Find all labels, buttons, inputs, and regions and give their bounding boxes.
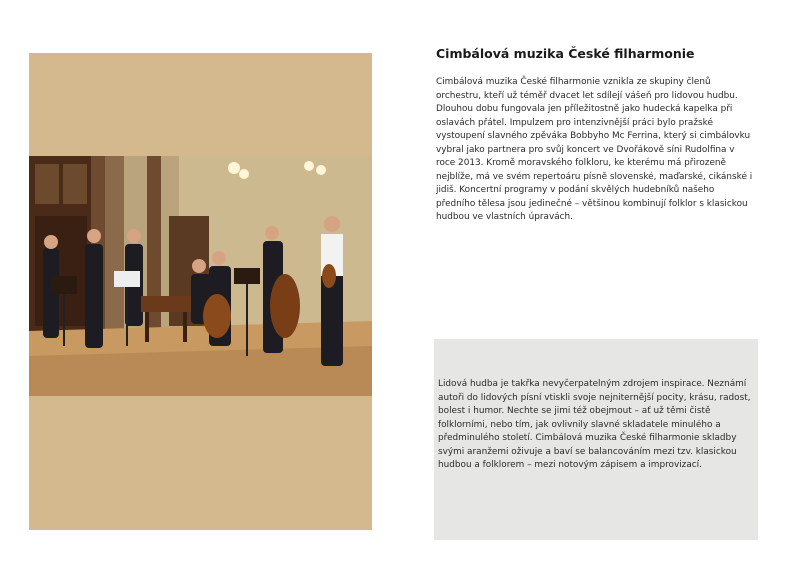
ensemble-photo-illustration (29, 156, 372, 396)
intro-paragraph: Cimbálová muzika České filharmonie vznikla ze skupiny členů orchestru, kteří už téměř dvacet let sdílejí vášeň pro lidovou hudbu. Dlouhou dobu fungovala jen příležitostně jako hudecká kapelka při oslavách přátel. Impulzem pro intenzivnější práci bylo pražské vystoupení slavného zpěváka Bobbyho Mc Ferrina, který si cimbálovku vybral jako partnera pro svůj koncert ve Dvořákově síni Rudolfina v roce 2013. Kromě moravského folkloru, ke kterému má přirozeně nejblíže, má ve svém repertoáru písně slovenské, maďarské, cikánské i jidiš. Koncertní programy v podání skvělých hudebníků našeho předního tělesa jsou jedinečné – většinou kombinují folklor s klasickou hudbou ve vlastních úpravách. (436, 77, 753, 222)
article-title: Cimbálová muzika České filharmonie (436, 46, 695, 61)
secondary-paragraph: Lidová hudba je takřka nevyčerpatelným zdrojem inspirace. Neznámí autoři do lidových písní vtiskli svoje nejniternější pocity, krásu, radost, bolest i humor. Nechte se jimi též obejmout – ať už těmi čistě folklorními, nebo tím, jak ovlivnily slavné skladatele minulého a předminulého století. Cimbálová muzika České filharmonie skladby svými aranžemi oživuje a baví se balancováním mezi tzv. klasickou hudbou a folklorem – mezi notovým zápisem a improvizací. (438, 379, 751, 470)
ensemble-photo (29, 156, 372, 396)
